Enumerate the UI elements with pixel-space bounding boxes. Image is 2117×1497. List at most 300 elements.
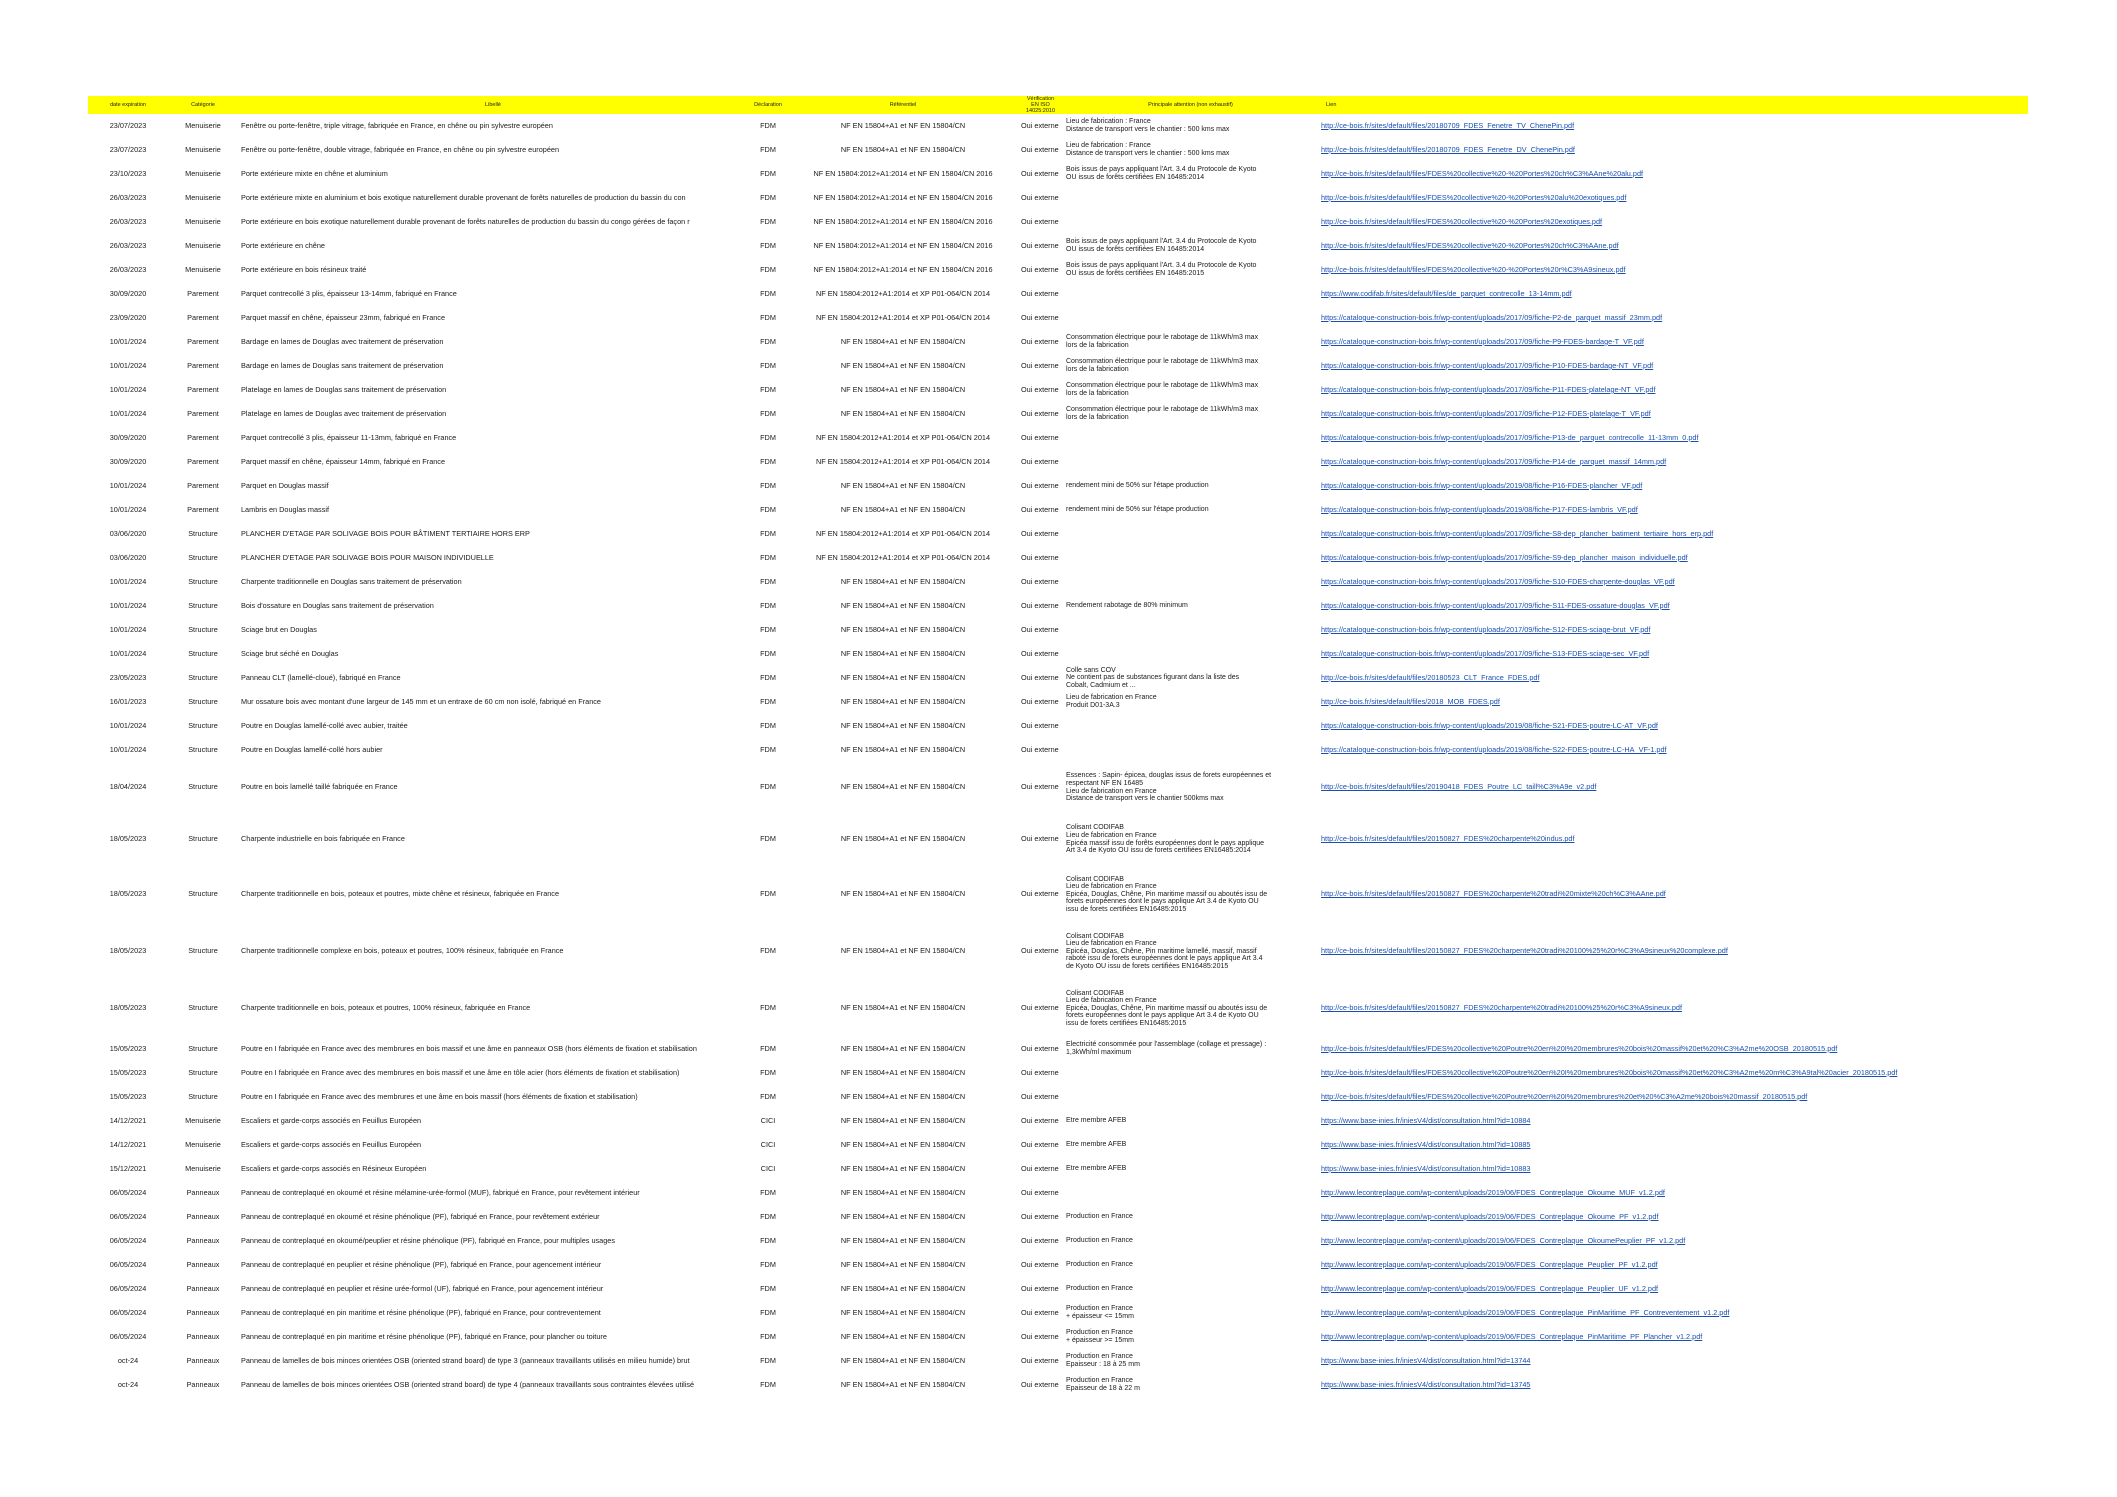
label: Escaliers et garde-corps associés en Feuillus Européen [241, 1115, 422, 1125]
verification: Oui externe [1021, 240, 1059, 250]
category: Structure [188, 1091, 218, 1101]
category: Structure [188, 600, 218, 610]
reference: NF EN 15804+A1 et NF EN 15804/CN [840, 360, 966, 370]
label: Lambris en Douglas massif [241, 504, 330, 514]
expiration-date: 15/05/2023 [109, 1043, 147, 1053]
document-link[interactable]: http://ce-bois.fr/sites/default/files/20150827_FDES%20charpente%20indus.pdf [1321, 834, 1575, 844]
category: Structure [188, 782, 218, 792]
verification: Oui externe [1021, 1283, 1059, 1293]
document-link[interactable]: http://ce-bois.fr/sites/default/files/FDES%20collective%20-%20Portes%20ch%C3%AAne.pdf [1321, 240, 1619, 250]
label: Sciage brut séché en Douglas [241, 648, 339, 658]
attention-note: Consommation électrique pour le rabotage de 11kWh/m3 max lors de la fabrication [1066, 358, 1259, 373]
category: Structure [188, 744, 218, 754]
label: Poutre en I fabriquée en France avec des membrures en bois massif et une âme en tôle acier (hors éléments de fixation et stabilisation) [241, 1067, 680, 1077]
expiration-date: 06/05/2024 [109, 1235, 147, 1245]
category: Menuiserie [185, 144, 221, 154]
label: Parquet contrecollé 3 plis, épaisseur 13-14mm, fabriqué en France [241, 288, 457, 298]
declaration: FDM [760, 264, 776, 274]
reference: NF EN 15804+A1 et NF EN 15804/CN [840, 672, 966, 682]
verification: Oui externe [1021, 552, 1059, 562]
label: Mur ossature bois avec montant d'une largeur de 145 mm et un entraxe de 60 cm non isolé, fabriqué en France [241, 696, 601, 706]
document-link[interactable]: https://catalogue-construction-bois.fr/wp-content/uploads/2017/09/fiche-S10-FDES-charpente-douglas_VF.pdf [1321, 576, 1675, 586]
document-link[interactable]: http://ce-bois.fr/sites/default/files/FDES%20collective%20Poutre%20en%20I%20membrures%20bois%20massif%20et%20%C3%A2me%20m%C3%A9tal%20acier_20180515.pdf [1321, 1067, 1898, 1077]
verification: Oui externe [1021, 782, 1059, 792]
document-link[interactable]: http://ce-bois.fr/sites/default/files/FDES%20collective%20-%20Portes%20alu%20exotiques.pdf [1321, 192, 1627, 202]
verification: Oui externe [1021, 946, 1059, 956]
document-link[interactable]: http://ce-bois.fr/sites/default/files/FDES%20collective%20-%20Portes%20exotiques.pdf [1321, 216, 1603, 226]
verification: Oui externe [1021, 1067, 1059, 1077]
expiration-date: 15/05/2023 [109, 1067, 147, 1077]
reference: NF EN 15804+A1 et NF EN 15804/CN [840, 1355, 966, 1365]
declaration: FDM [760, 600, 776, 610]
label: Poutre en bois lamellé taillé fabriquée en France [241, 782, 398, 792]
verification: Oui externe [1021, 1307, 1059, 1317]
category: Parement [187, 480, 219, 490]
table-row [88, 330, 2028, 354]
label: Porte extérieure en bois résineux traité [241, 264, 367, 274]
reference: NF EN 15804+A1 et NF EN 15804/CN [840, 1163, 966, 1173]
document-link[interactable]: https://www.base-inies.fr/iniesV4/dist/consultation.html?id=10883 [1321, 1163, 1531, 1173]
reference: NF EN 15804+A1 et NF EN 15804/CN [840, 120, 966, 130]
reference: NF EN 15804+A1 et NF EN 15804/CN [840, 600, 966, 610]
document-link[interactable]: https://catalogue-construction-bois.fr/wp-content/uploads/2017/09/fiche-S12-FDES-sciage-brut_VF.pdf [1321, 624, 1651, 634]
declaration: FDM [760, 336, 776, 346]
verification: Oui externe [1021, 1259, 1059, 1269]
document-link[interactable]: https://catalogue-construction-bois.fr/wp-content/uploads/2017/09/fiche-S8-dep_plancher_batiment_tertiaire_hors_erp.pdf [1321, 528, 1714, 538]
verification: Oui externe [1021, 288, 1059, 298]
label: Panneau CLT (lamellé-cloué), fabriqué en France [241, 672, 401, 682]
category: Structure [188, 834, 218, 844]
verification: Oui externe [1021, 1187, 1059, 1197]
verification: Oui externe [1021, 456, 1059, 466]
declaration: FDM [760, 528, 776, 538]
category: Structure [188, 696, 218, 706]
document-link[interactable]: http://ce-bois.fr/sites/default/files/20150827_FDES%20charpente%20tradi%20100%25%20r%C3%A9sineux%20complexe.pdf [1321, 946, 1728, 956]
table-row [88, 762, 2028, 813]
label: Escaliers et garde-corps associés en Résineux Européen [241, 1163, 427, 1173]
document-link[interactable]: https://www.base-inies.fr/iniesV4/dist/consultation.html?id=10884 [1321, 1115, 1531, 1125]
category: Parement [187, 456, 219, 466]
expiration-date: 18/05/2023 [109, 946, 147, 956]
label: Poutre en I fabriquée en France avec des membrures et une âme en bois massif (hors éléments de fixation et stabilisation) [241, 1091, 638, 1101]
attention-note [1063, 570, 1318, 594]
header-row [88, 96, 2028, 114]
label: Fenêtre ou porte-fenêtre, triple vitrage, fabriquée en France, en chêne ou pin sylvestre européen [241, 120, 553, 130]
table-row [88, 1229, 2028, 1253]
expiration-date: 10/01/2024 [109, 744, 147, 754]
reference: NF EN 15804+A1 et NF EN 15804/CN [840, 1067, 966, 1077]
declaration: FDM [760, 1003, 776, 1013]
category: Menuiserie [185, 1115, 221, 1125]
category: Parement [187, 384, 219, 394]
label: Porte extérieure mixte en aluminium et bois exotique naturellement durable provenant de forêts naturelles de production du bassin du con [241, 192, 686, 202]
verification: Oui externe [1021, 648, 1059, 658]
expiration-date: 10/01/2024 [109, 408, 147, 418]
verification: Oui externe [1021, 889, 1059, 899]
reference: NF EN 15804+A1 et NF EN 15804/CN [840, 1139, 966, 1149]
label: Panneau de contreplaqué en peuplier et résine phénolique (PF), fabriqué en France, pour agencement intérieur [241, 1259, 602, 1269]
table-row [88, 1181, 2028, 1205]
expiration-date: 10/01/2024 [109, 504, 147, 514]
document-link[interactable]: http://ce-bois.fr/sites/default/files/FDES%20collective%20Poutre%20en%20I%20membrures%20et%20%C3%A2me%20bois%20massif_20180515.pdf [1321, 1091, 1808, 1101]
attention-note [1063, 522, 1318, 546]
table-row [88, 1157, 2028, 1181]
declaration: FDM [760, 1331, 776, 1341]
attention-note [1063, 618, 1318, 642]
category: Panneaux [186, 1379, 220, 1389]
declaration: CICI [760, 1139, 776, 1149]
document-link[interactable]: http://ce-bois.fr/sites/default/files/20180709_FDES_Fenetre_TV_ChenePin.pdf [1321, 120, 1575, 130]
expiration-date: 10/01/2024 [109, 600, 147, 610]
document-link[interactable]: https://catalogue-construction-bois.fr/wp-content/uploads/2017/09/fiche-P13-de_parquet_contrecolle_11-13mm_0.pdf [1321, 432, 1699, 442]
header-date: date expiration [88, 96, 168, 114]
attention-note: rendement mini de 50% sur l'étape production [1066, 482, 1209, 490]
declaration: FDM [760, 1259, 776, 1269]
table-row [88, 138, 2028, 162]
attention-note: Colisant CODIFAB Lieu de fabrication en France Epicéa, Douglas, Chêne, Pin maritime lamellé, massif, massif raboté issu de forets européennes dont le pays applique Art 3.4 de Kyoto OU issu de forets certifiées EN16485:2015 [1066, 932, 1263, 970]
verification: Oui externe [1021, 624, 1059, 634]
table-row [88, 1061, 2028, 1085]
reference: NF EN 15804:2012+A1:2014 et XP P01-064/CN 2014 [815, 456, 991, 466]
verification: Oui externe [1021, 744, 1059, 754]
category: Menuiserie [185, 216, 221, 226]
category: Panneaux [186, 1259, 220, 1269]
table-row [88, 402, 2028, 426]
verification: Oui externe [1021, 1163, 1059, 1173]
attention-note: Production en France Epaisseur : 18 à 25 mm [1066, 1353, 1140, 1368]
attention-note: Etre membre AFEB [1066, 1141, 1127, 1149]
expiration-date: 30/09/2020 [109, 288, 147, 298]
category: Structure [188, 672, 218, 682]
declaration: FDM [760, 1211, 776, 1221]
document-link[interactable]: https://catalogue-construction-bois.fr/wp-content/uploads/2017/09/fiche-P9-FDES-bardage-T_VF.pdf [1321, 336, 1644, 346]
document-link[interactable]: https://www.base-inies.fr/iniesV4/dist/consultation.html?id=10885 [1321, 1139, 1531, 1149]
document-link[interactable]: https://catalogue-construction-bois.fr/wp-content/uploads/2017/09/fiche-P10-FDES-bardage-NT_VF.pdf [1321, 360, 1654, 370]
table-row [88, 738, 2028, 762]
reference: NF EN 15804:2012+A1:2014 et NF EN 15804/CN 2016 [813, 240, 993, 250]
attention-note: Colisant CODIFAB Lieu de fabrication en France Epicéa massif issu de forêts européennes dont le pays applique Art 3.4 de Kyoto OU issu de forets certifiées EN16485:2014 [1066, 824, 1265, 855]
attention-note [1063, 450, 1318, 474]
verification: Oui externe [1021, 312, 1059, 322]
table-row [88, 666, 2028, 690]
expiration-date: 14/12/2021 [109, 1139, 147, 1149]
expiration-date: 10/01/2024 [109, 480, 147, 490]
declaration: FDM [760, 1187, 776, 1197]
attention-note: Lieu de fabrication : France Distance de transport vers le chantier : 500 kms max [1066, 142, 1230, 157]
table-row [88, 1325, 2028, 1349]
table-row [88, 210, 2028, 234]
document-link[interactable]: http://www.lecontreplaque.com/wp-content/uploads/2019/06/FDES_Contreplaque_PinMaritime_PF_Contreventement_v1.2.pdf [1321, 1307, 1730, 1317]
expiration-date: 15/12/2021 [109, 1163, 147, 1173]
table-row [88, 162, 2028, 186]
reference: NF EN 15804+A1 et NF EN 15804/CN [840, 504, 966, 514]
reference: NF EN 15804+A1 et NF EN 15804/CN [840, 1307, 966, 1317]
expiration-date: 06/05/2024 [109, 1211, 147, 1221]
document-link[interactable]: https://catalogue-construction-bois.fr/wp-content/uploads/2019/08/fiche-P17-FDES-lambris_VF.pdf [1321, 504, 1638, 514]
expiration-date: 23/05/2023 [109, 672, 147, 682]
reference: NF EN 15804+A1 et NF EN 15804/CN [840, 384, 966, 394]
document-link[interactable]: https://catalogue-construction-bois.fr/wp-content/uploads/2019/08/fiche-S21-FDES-poutre-LC-AT_VF.pdf [1321, 720, 1658, 730]
declaration: FDM [760, 480, 776, 490]
expiration-date: 10/01/2024 [109, 648, 147, 658]
document-link[interactable]: http://ce-bois.fr/sites/default/files/20150827_FDES%20charpente%20tradi%20mixte%20ch%C3%AAne.pdf [1321, 889, 1666, 899]
declaration: FDM [760, 216, 776, 226]
declaration: FDM [760, 384, 776, 394]
declaration: FDM [760, 889, 776, 899]
document-link[interactable]: http://ce-bois.fr/sites/default/files/20180709_FDES_Fenetre_DV_ChenePin.pdf [1321, 144, 1575, 154]
reference: NF EN 15804+A1 et NF EN 15804/CN [840, 336, 966, 346]
declaration: FDM [760, 144, 776, 154]
document-link[interactable]: https://catalogue-construction-bois.fr/wp-content/uploads/2017/09/fiche-S11-FDES-ossature-douglas_VF.pdf [1321, 600, 1670, 610]
spreadsheet [88, 96, 2028, 1397]
declaration: FDM [760, 720, 776, 730]
document-link[interactable]: http://ce-bois.fr/sites/default/files/FDES%20collective%20-%20Portes%20r%C3%A9sineux.pdf [1321, 264, 1626, 274]
expiration-date: 16/01/2023 [109, 696, 147, 706]
attention-note: Bois issus de pays appliquant l'Art. 3.4 du Protocole de Kyoto OU issus de forêts certifiées EN 16485:2014 [1066, 238, 1257, 253]
document-link[interactable]: http://ce-bois.fr/sites/default/files/FDES%20collective%20Poutre%20en%20I%20membrures%20bois%20massif%20et%20%C3%A2me%20OSB_20180515.pdf [1321, 1043, 1838, 1053]
document-link[interactable]: http://ce-bois.fr/sites/default/files/FDES%20collective%20-%20Portes%20ch%C3%AAne%20alu.pdf [1321, 168, 1644, 178]
reference: NF EN 15804:2012+A1:2014 et XP P01-064/CN 2014 [815, 312, 991, 322]
category: Panneaux [186, 1331, 220, 1341]
verification: Oui externe [1021, 216, 1059, 226]
declaration: FDM [760, 312, 776, 322]
expiration-date: 14/12/2021 [109, 1115, 147, 1125]
label: Charpente traditionnelle en bois, poteaux et poutres, mixte chêne et résineux, fabriquée en France [241, 889, 560, 899]
reference: NF EN 15804+A1 et NF EN 15804/CN [840, 1043, 966, 1053]
declaration: FDM [760, 648, 776, 658]
table-row [88, 813, 2028, 866]
table-row [88, 354, 2028, 378]
declaration: FDM [760, 288, 776, 298]
label: Panneau de contreplaqué en pin maritime et résine phénolique (PF), fabriqué en France, pour plancher ou toiture [241, 1331, 607, 1341]
attention-note [1063, 186, 1318, 210]
attention-note: Essences : Sapin- épicea, douglas issus de forets européennes et respectant NF EN 16485 Lieu de fabrication en France Distance de transport vers le chantier 500kms max [1066, 772, 1272, 803]
attention-note: Electricité consommée pour l'assemblage (collage et pressage) : 1,3kWh/ml maximum [1066, 1041, 1267, 1056]
document-link[interactable]: https://catalogue-construction-bois.fr/wp-content/uploads/2019/08/fiche-P16-FDES-plancher_VF.pdf [1321, 480, 1643, 490]
expiration-date: 06/05/2024 [109, 1307, 147, 1317]
category: Structure [188, 624, 218, 634]
label: Charpente traditionnelle en bois, poteaux et poutres, 100% résineux, fabriquée en France [241, 1003, 531, 1013]
table-row [88, 498, 2028, 522]
reference: NF EN 15804:2012+A1:2014 et XP P01-064/CN 2014 [815, 552, 991, 562]
declaration: FDM [760, 1043, 776, 1053]
table-row [88, 594, 2028, 618]
document-link[interactable]: http://ce-bois.fr/sites/default/files/20150827_FDES%20charpente%20tradi%20100%25%20r%C3%A9sineux.pdf [1321, 1003, 1683, 1013]
label: Sciage brut en Douglas [241, 624, 317, 634]
label: Parquet en Douglas massif [241, 480, 329, 490]
reference: NF EN 15804+A1 et NF EN 15804/CN [840, 889, 966, 899]
label: PLANCHER D'ETAGE PAR SOLIVAGE BOIS POUR MAISON INDIVIDUELLE [241, 552, 494, 562]
attention-note: Lieu de fabrication : France Distance de transport vers le chantier : 500 kms max [1066, 118, 1230, 133]
reference: NF EN 15804+A1 et NF EN 15804/CN [840, 1283, 966, 1293]
document-link[interactable]: http://www.lecontreplaque.com/wp-content/uploads/2019/06/FDES_Contreplaque_Peuplier_PF_v1.2.pdf [1321, 1259, 1658, 1269]
attention-note: Bois issus de pays appliquant l'Art. 3.4 du Protocole de Kyoto OU issus de forêts certifiées EN 16485:2015 [1066, 262, 1257, 277]
declaration: FDM [760, 1067, 776, 1077]
table-row [88, 450, 2028, 474]
label: Panneau de contreplaqué en okoumé/peuplier et résine phénolique (PF), fabriqué en France, pour multiples usages [241, 1235, 616, 1245]
attention-note: Bois issus de pays appliquant l'Art. 3.4 du Protocole de Kyoto OU issus de forêts certifiées EN 16485:2014 [1066, 166, 1257, 181]
table-row [88, 1277, 2028, 1301]
expiration-date: 06/05/2024 [109, 1259, 147, 1269]
expiration-date: 23/07/2023 [109, 144, 147, 154]
table-row [88, 1349, 2028, 1373]
attention-note: Consommation électrique pour le rabotage de 11kWh/m3 max lors de la fabrication [1066, 406, 1259, 421]
label: Bardage en lames de Douglas avec traitement de préservation [241, 336, 444, 346]
expiration-date: 18/05/2023 [109, 834, 147, 844]
reference: NF EN 15804+A1 et NF EN 15804/CN [840, 1115, 966, 1125]
category: Menuiserie [185, 192, 221, 202]
category: Structure [188, 576, 218, 586]
reference: NF EN 15804+A1 et NF EN 15804/CN [840, 834, 966, 844]
document-link[interactable]: http://ce-bois.fr/sites/default/files/2018_MOB_FDES.pdf [1321, 696, 1500, 706]
table-row [88, 234, 2028, 258]
verification: Oui externe [1021, 1139, 1059, 1149]
verification: Oui externe [1021, 408, 1059, 418]
expiration-date: 15/05/2023 [109, 1091, 147, 1101]
attention-note: Production en France + épaisseur <= 15mm [1066, 1305, 1134, 1320]
label: PLANCHER D'ETAGE PAR SOLIVAGE BOIS POUR BÂTIMENT TERTIAIRE HORS ERP [241, 528, 530, 538]
verification: Oui externe [1021, 480, 1059, 490]
expiration-date: 18/05/2023 [109, 1003, 147, 1013]
expiration-date: 06/05/2024 [109, 1187, 147, 1197]
table-row [88, 690, 2028, 714]
expiration-date: 23/09/2020 [109, 312, 147, 322]
table-row [88, 618, 2028, 642]
table-row [88, 282, 2028, 306]
attention-note: Lieu de fabrication en France Produit D01-3A.3 [1066, 694, 1157, 709]
attention-note [1063, 1181, 1318, 1205]
declaration: FDM [760, 696, 776, 706]
verification: Oui externe [1021, 696, 1059, 706]
category: Menuiserie [185, 168, 221, 178]
reference: NF EN 15804+A1 et NF EN 15804/CN [840, 144, 966, 154]
reference: NF EN 15804:2012+A1:2014 et XP P01-064/CN 2014 [815, 528, 991, 538]
verification: Oui externe [1021, 1115, 1059, 1125]
header-reference: Référentiel [788, 96, 1018, 114]
document-link[interactable]: https://catalogue-construction-bois.fr/wp-content/uploads/2017/09/fiche-P14-de_parquet_massif_14mm.pdf [1321, 456, 1667, 466]
reference: NF EN 15804:2012+A1:2014 et NF EN 15804/CN 2016 [813, 168, 993, 178]
expiration-date: 06/05/2024 [109, 1283, 147, 1293]
declaration: FDM [760, 1283, 776, 1293]
declaration: FDM [760, 834, 776, 844]
reference: NF EN 15804+A1 et NF EN 15804/CN [840, 696, 966, 706]
label: Porte extérieure en bois exotique naturellement durable provenant de forêts naturelles de production du bassin du congo gérées de façon r [241, 216, 690, 226]
document-link[interactable]: https://www.base-inies.fr/iniesV4/dist/consultation.html?id=13745 [1321, 1379, 1531, 1389]
category: Parement [187, 360, 219, 370]
category: Structure [188, 528, 218, 538]
document-link[interactable]: http://www.lecontreplaque.com/wp-content/uploads/2019/06/FDES_Contreplaque_Okoume_MUF_v1.2.pdf [1321, 1187, 1665, 1197]
verification: Oui externe [1021, 834, 1059, 844]
expiration-date: 30/09/2020 [109, 432, 147, 442]
attention-note: Rendement rabotage de 80% minimum [1066, 602, 1188, 610]
category: Panneaux [186, 1283, 220, 1293]
document-link[interactable]: https://catalogue-construction-bois.fr/wp-content/uploads/2017/09/fiche-P12-FDES-platelage-T_VF.pdf [1321, 408, 1651, 418]
attention-note: Etre membre AFEB [1066, 1165, 1127, 1173]
reference: NF EN 15804+A1 et NF EN 15804/CN [840, 946, 966, 956]
label: Bois d'ossature en Douglas sans traitement de préservation [241, 600, 434, 610]
attention-note: Production en France + épaisseur >= 15mm [1066, 1329, 1134, 1344]
verification: Oui externe [1021, 144, 1059, 154]
verification: Oui externe [1021, 1003, 1059, 1013]
verification: Oui externe [1021, 1331, 1059, 1341]
label: Panneau de contreplaqué en okoumé et résine mélamine-urée-formol (MUF), fabriqué en France, pour revêtement intérieur [241, 1187, 640, 1197]
table-row [88, 1085, 2028, 1109]
document-link[interactable]: https://www.base-inies.fr/iniesV4/dist/consultation.html?id=13744 [1321, 1355, 1531, 1365]
fdes-table [88, 96, 2028, 1397]
document-link[interactable]: http://www.lecontreplaque.com/wp-content/uploads/2019/06/FDES_Contreplaque_OkoumePeuplier_PF_v1.2.pdf [1321, 1235, 1686, 1245]
expiration-date: oct-24 [117, 1355, 139, 1365]
label: Poutre en Douglas lamellé-collé avec aubier, traitée [241, 720, 408, 730]
declaration: FDM [760, 1355, 776, 1365]
reference: NF EN 15804+A1 et NF EN 15804/CN [840, 1331, 966, 1341]
attention-note: Etre membre AFEB [1066, 1117, 1127, 1125]
document-link[interactable]: https://catalogue-construction-bois.fr/wp-content/uploads/2017/09/fiche-S13-FDES-sciage-sec_VF.pdf [1321, 648, 1650, 658]
expiration-date: 26/03/2023 [109, 216, 147, 226]
document-link[interactable]: http://www.lecontreplaque.com/wp-content/uploads/2019/06/FDES_Contreplaque_PinMaritime_PF_Plancher_v1.2.pdf [1321, 1331, 1703, 1341]
document-link[interactable]: http://www.lecontreplaque.com/wp-content/uploads/2019/06/FDES_Contreplaque_Peuplier_UF_v1.2.pdf [1321, 1283, 1659, 1293]
expiration-date: 10/01/2024 [109, 360, 147, 370]
table-row [88, 258, 2028, 282]
reference: NF EN 15804+A1 et NF EN 15804/CN [840, 480, 966, 490]
table-row [88, 546, 2028, 570]
document-link[interactable]: http://ce-bois.fr/sites/default/files/20190418_FDES_Poutre_LC_taill%C3%A9e_v2.pdf [1321, 782, 1597, 792]
expiration-date: 23/10/2023 [109, 168, 147, 178]
category: Panneaux [186, 1355, 220, 1365]
document-link[interactable]: https://www.codifab.fr/sites/default/files/de_parquet_contrecolle_13-14mm.pdf [1321, 288, 1572, 298]
document-link[interactable]: http://ce-bois.fr/sites/default/files/20180523_CLT_France_FDES.pdf [1321, 672, 1540, 682]
expiration-date: 10/01/2024 [109, 384, 147, 394]
document-link[interactable]: https://catalogue-construction-bois.fr/wp-content/uploads/2017/09/fiche-S9-dep_plancher_maison_individuelle.pdf [1321, 552, 1688, 562]
label: Bardage en lames de Douglas sans traitement de préservation [241, 360, 444, 370]
declaration: FDM [760, 192, 776, 202]
declaration: FDM [760, 360, 776, 370]
attention-note: rendement mini de 50% sur l'étape production [1066, 506, 1209, 514]
declaration: FDM [760, 1307, 776, 1317]
category: Structure [188, 1003, 218, 1013]
label: Poutre en Douglas lamellé-collé hors aubier [241, 744, 383, 754]
attention-note [1063, 1085, 1318, 1109]
verification: Oui externe [1021, 1211, 1059, 1221]
header-declaration: Déclaration [748, 96, 788, 114]
verification: Oui externe [1021, 1091, 1059, 1101]
reference: NF EN 15804:2012+A1:2014 et NF EN 15804/CN 2016 [813, 216, 993, 226]
expiration-date: 03/06/2020 [109, 528, 147, 538]
label: Panneau de contreplaqué en pin maritime et résine phénolique (PF), fabriqué en France, pour contreventement [241, 1307, 601, 1317]
document-link[interactable]: http://www.lecontreplaque.com/wp-content/uploads/2019/06/FDES_Contreplaque_Okoume_PF_v1.2.pdf [1321, 1211, 1659, 1221]
expiration-date: 26/03/2023 [109, 192, 147, 202]
document-link[interactable]: https://catalogue-construction-bois.fr/wp-content/uploads/2017/09/fiche-P11-FDES-platelage-NT_VF.pdf [1321, 384, 1656, 394]
reference: NF EN 15804+A1 et NF EN 15804/CN [840, 1211, 966, 1221]
label: Parquet massif en chêne, épaisseur 14mm, fabriqué en France [241, 456, 446, 466]
attention-note: Production en France [1066, 1261, 1133, 1269]
document-link[interactable]: https://catalogue-construction-bois.fr/wp-content/uploads/2019/08/fiche-S22-FDES-poutre-LC-HA_VF-1.pdf [1321, 744, 1667, 754]
verification: Oui externe [1021, 168, 1059, 178]
attention-note [1063, 642, 1318, 666]
category: Parement [187, 432, 219, 442]
declaration: FDM [760, 240, 776, 250]
document-link[interactable]: https://catalogue-construction-bois.fr/wp-content/uploads/2017/09/fiche-P2-de_parquet_massif_23mm.pdf [1321, 312, 1663, 322]
attention-note: Production en France [1066, 1213, 1133, 1221]
declaration: FDM [760, 782, 776, 792]
reference: NF EN 15804+A1 et NF EN 15804/CN [840, 648, 966, 658]
expiration-date: 03/06/2020 [109, 552, 147, 562]
category: Panneaux [186, 1187, 220, 1197]
table-row [88, 306, 2028, 330]
expiration-date: 26/03/2023 [109, 264, 147, 274]
header-link: Lien [1318, 96, 2028, 114]
category: Structure [188, 889, 218, 899]
verification: Oui externe [1021, 192, 1059, 202]
